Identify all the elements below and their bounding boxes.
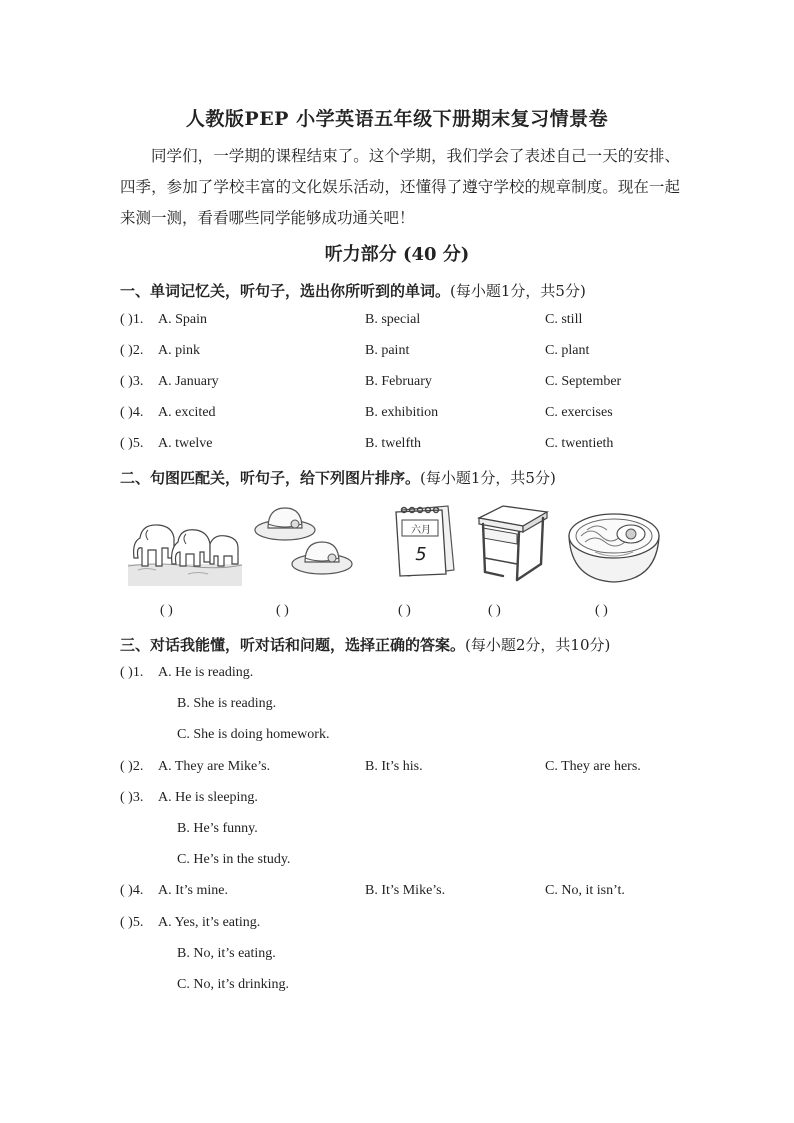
answer-blank[interactable]: ( )3. <box>120 790 144 805</box>
answer-blank[interactable]: ( )4. <box>120 405 144 420</box>
option-c: C. still <box>545 312 583 327</box>
option-c: C. No, it isn’t. <box>545 883 625 898</box>
elephants-icon <box>128 518 242 588</box>
part3-question-3 <box>120 790 680 812</box>
picture-4-blank[interactable]: ( ) <box>488 603 501 618</box>
listening-section-title: 听力部分 (40 分) <box>324 244 470 265</box>
option-a: A. He is reading. <box>158 665 254 680</box>
option-b: B. It’s his. <box>365 759 423 774</box>
answer-blank[interactable]: ( )4. <box>120 883 144 898</box>
option-c: C. exercises <box>545 405 613 420</box>
noodle-bowl-icon <box>565 506 663 586</box>
option-a: A. Spain <box>158 312 207 327</box>
part3-question-5 <box>120 915 680 937</box>
option-b: B. twelfth <box>365 436 421 451</box>
picture-5-blank[interactable]: ( ) <box>595 603 608 618</box>
option-a: A. It’s mine. <box>158 883 228 898</box>
calendar-day: 5 <box>415 544 427 565</box>
part1-question-2 <box>120 343 680 365</box>
option-c: C. No, it’s drinking. <box>177 977 290 992</box>
option-a: A. He is sleeping. <box>158 790 258 805</box>
page-title: 人教版PEP 小学英语五年级下册期末复习情景卷 <box>185 108 609 130</box>
option-a: A. Yes, it’s eating. <box>158 915 261 930</box>
calendar-icon <box>388 502 458 580</box>
part3-heading: 三、对话我能懂，听对话和问题，选择正确的答案。(每小题2分，共10分) <box>120 636 611 654</box>
answer-blank[interactable]: ( )5. <box>120 436 144 451</box>
part3-question-4 <box>120 883 680 905</box>
option-c: C. September <box>545 374 622 389</box>
option-a: A. pink <box>158 343 200 358</box>
option-b: B. paint <box>365 343 410 358</box>
answer-blank[interactable]: ( )1. <box>120 312 144 327</box>
option-b: B. exhibition <box>365 405 439 420</box>
option-a: A. twelve <box>158 436 213 451</box>
answer-blank[interactable]: ( )1. <box>120 665 144 680</box>
part1-question-5 <box>120 436 680 458</box>
part1-heading: 一、单词记忆关，听句子，选出你所听到的单词。(每小题1分，共5分) <box>120 282 586 300</box>
option-c: C. He’s in the study. <box>177 852 291 867</box>
option-b: B. She is reading. <box>177 696 277 711</box>
desk-icon <box>473 502 551 584</box>
option-a: A. They are Mike’s. <box>158 759 271 774</box>
intro-paragraph: 同学们，一学期的课程结束了。这个学期，我们学会了表述自己一天的安排、四季，参加了学校丰富的文化娱乐活动，还懂得了遵守学校的规章制度。现在一起来测一测，看看哪些同学能够成功通关吧！ <box>120 147 680 227</box>
option-b: B. special <box>365 312 421 327</box>
option-a: A. excited <box>158 405 216 420</box>
picture-2-blank[interactable]: ( ) <box>276 603 289 618</box>
answer-blank[interactable]: ( )2. <box>120 343 144 358</box>
part3-question-1 <box>120 665 680 687</box>
part1-question-1 <box>120 312 680 334</box>
option-c: C. She is doing homework. <box>177 727 330 742</box>
calendar-month: 六月 <box>411 525 431 536</box>
option-a: A. January <box>158 374 219 389</box>
option-c: C. plant <box>545 343 590 358</box>
answer-blank[interactable]: ( )2. <box>120 759 144 774</box>
picture-3-blank[interactable]: ( ) <box>398 603 411 618</box>
part1-question-3 <box>120 374 680 396</box>
option-b: B. No, it’s eating. <box>177 946 276 961</box>
answer-blank[interactable]: ( )3. <box>120 374 144 389</box>
part1-question-4 <box>120 405 680 427</box>
part3-question-2 <box>120 759 680 781</box>
hats-icon <box>250 500 360 580</box>
option-b: B. It’s Mike’s. <box>365 883 446 898</box>
option-c: C. twentieth <box>545 436 614 451</box>
part2-heading: 二、句图匹配关，听句子，给下列图片排序。(每小题1分，共5分) <box>120 469 556 487</box>
option-b: B. February <box>365 374 432 389</box>
option-b: B. He’s funny. <box>177 821 258 836</box>
option-c: C. They are hers. <box>545 759 641 774</box>
picture-1-blank[interactable]: ( ) <box>160 603 173 618</box>
answer-blank[interactable]: ( )5. <box>120 915 144 930</box>
